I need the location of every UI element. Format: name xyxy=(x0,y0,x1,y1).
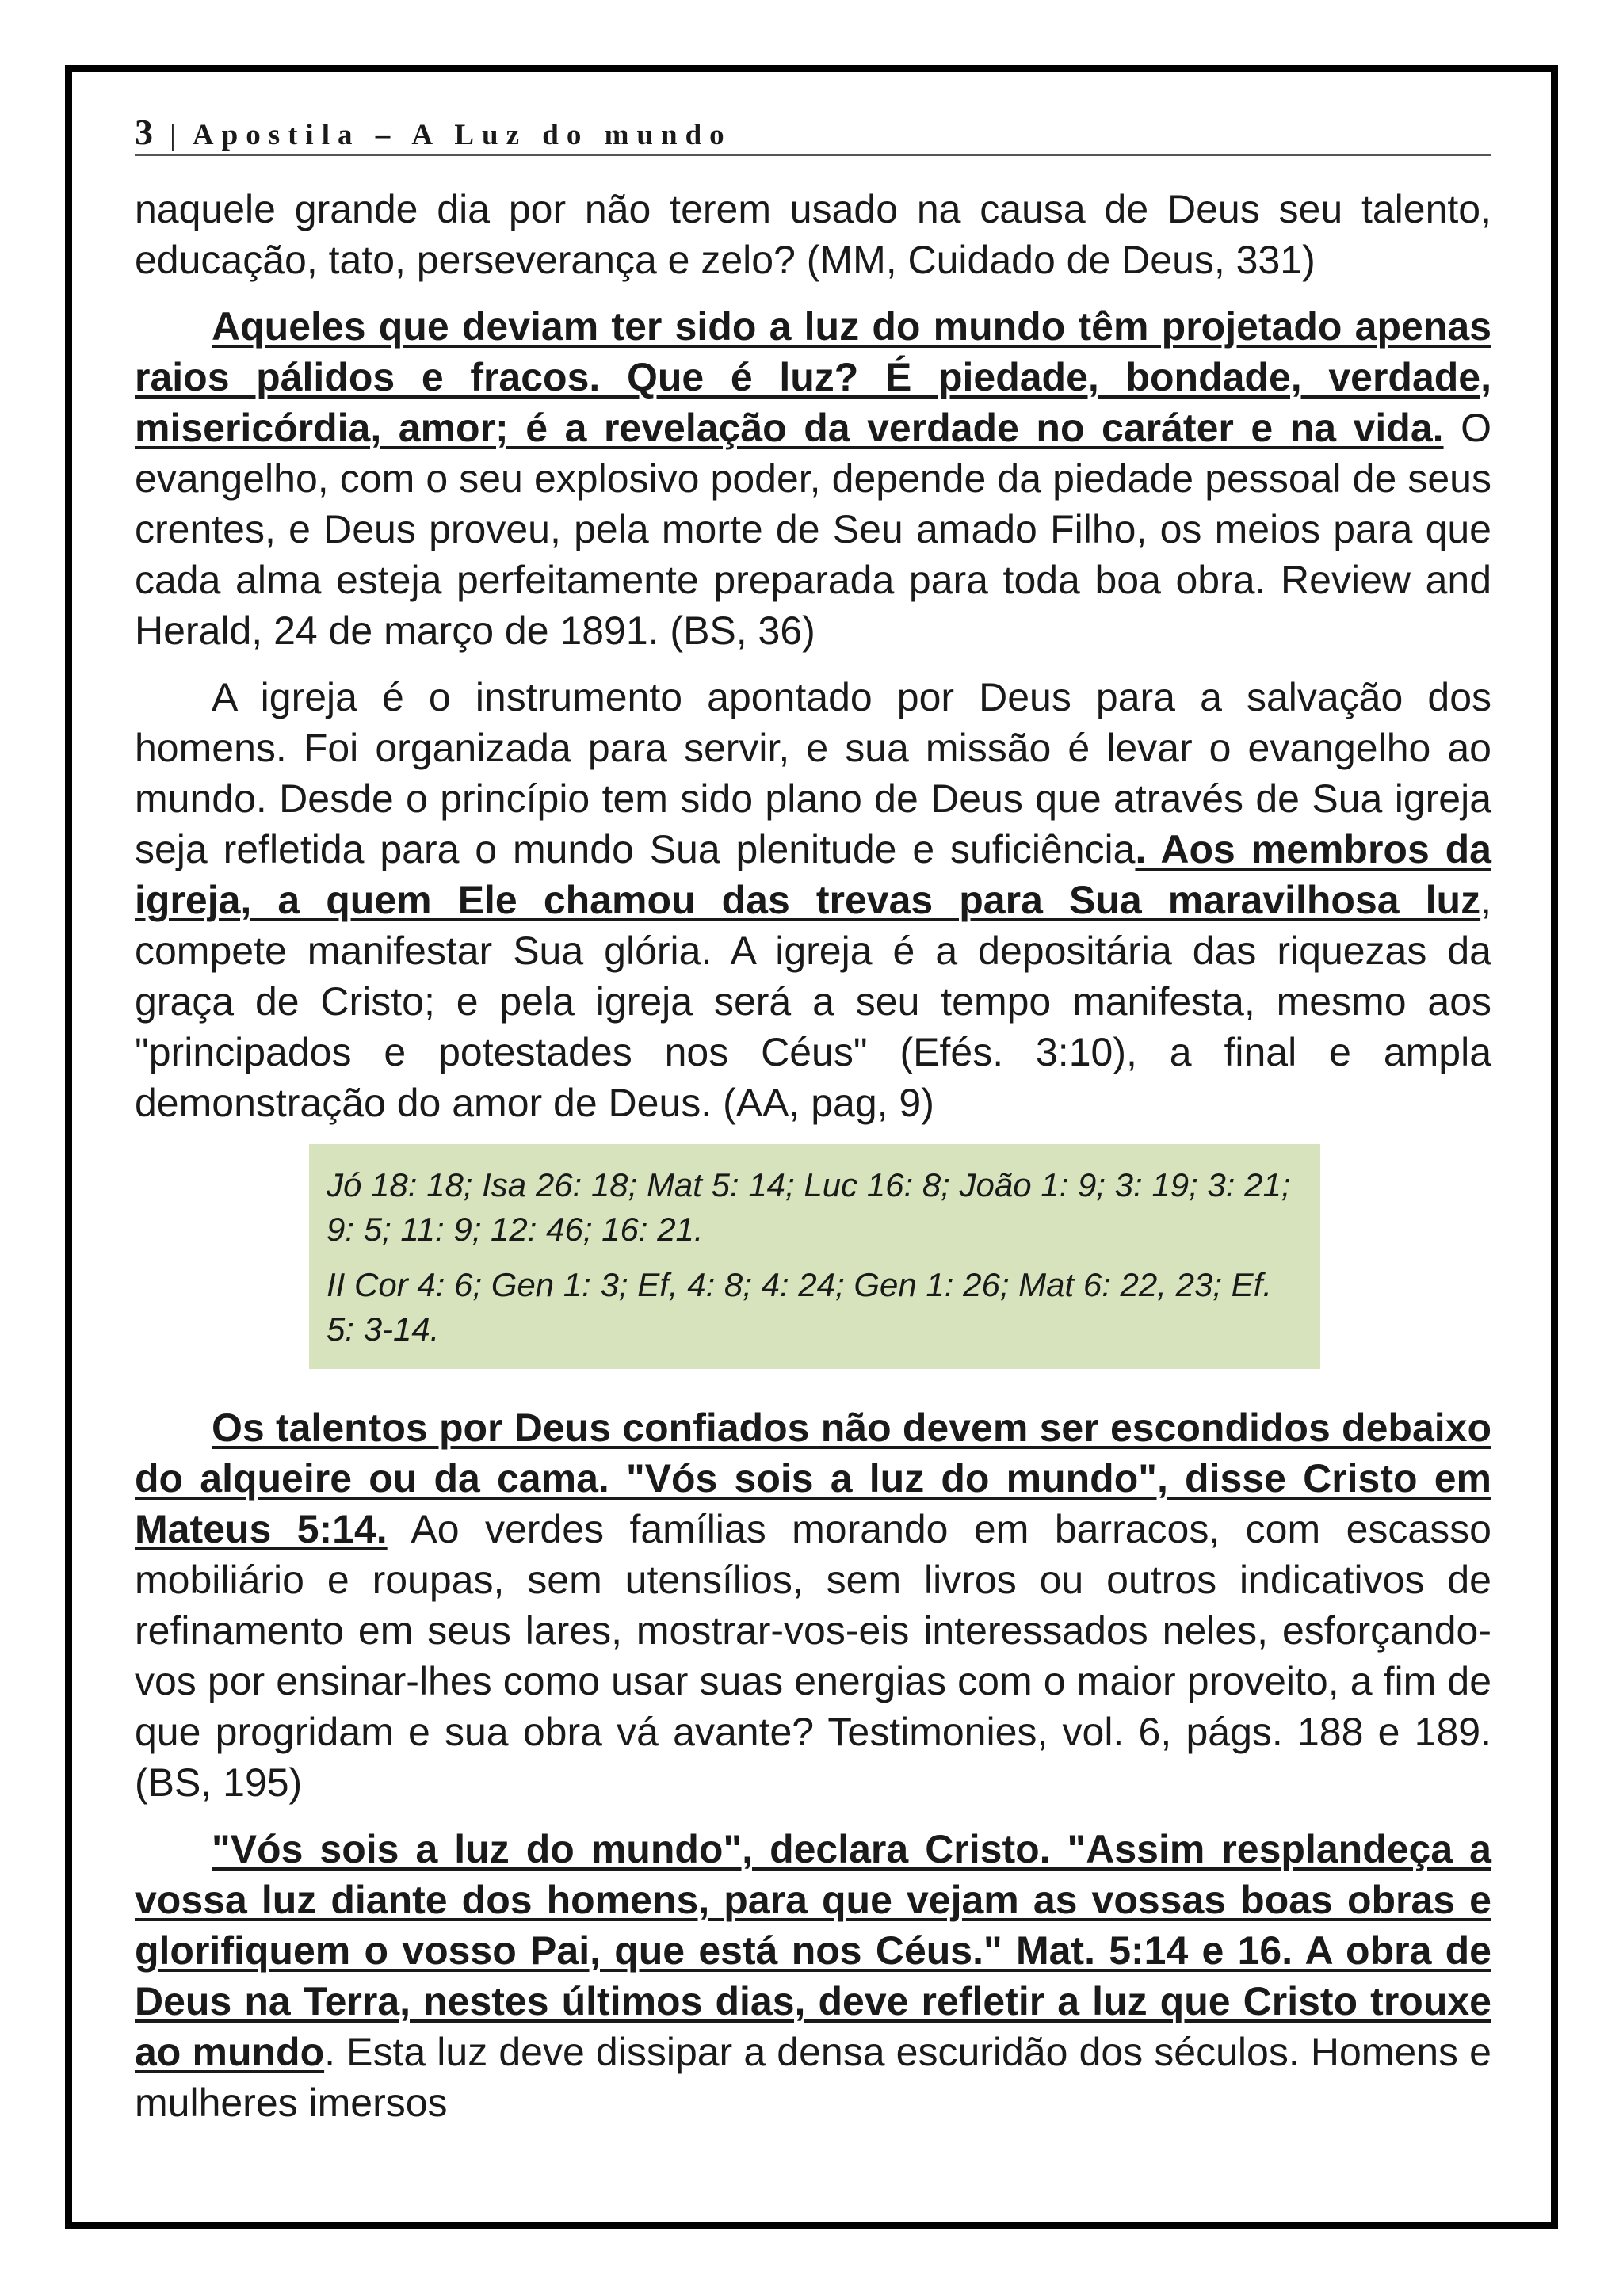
highlighted-text: Aqueles que deviam ter sido a luz do mundo têm projetado apenas raios pálidos e fracos. Que é luz? É piedade, bondade, verdade, misericórdia, amor; é a revelação da verdade no caráter e na vida. xyxy=(135,304,1491,450)
paragraph-you-are-light xyxy=(135,1824,1491,2128)
highlighted-text: . Aos membros da igreja, a quem Ele chamou das trevas para Sua maravilhosa luz xyxy=(135,827,1491,922)
paragraph-continuation xyxy=(135,184,1491,285)
highlighted-text: Os talentos por Deus confiados não devem ser escondidos debaixo do alqueire ou da cama. "Vós sois a luz do mundo", disse Cristo em Mateus 5:14. xyxy=(135,1405,1491,1551)
page-number: 3 xyxy=(135,112,155,152)
header-separator: | xyxy=(170,119,179,151)
paragraph-text-end: , compete manifestar Sua glória. A igreja é a depositária das riquezas da graça de Cristo; e pela igreja será a seu tempo manifesta, mesmo aos "principados e potestades nos Céus" (Efés. 3:10), a final e ampla demonstração do amor de Deus. (AA, pag, 9) xyxy=(135,878,1491,1125)
paragraph-talents xyxy=(135,1402,1491,1808)
paragraph-church-instrument xyxy=(135,672,1491,1128)
paragraph-text: . Esta luz deve dissipar a densa escuridão dos séculos. Homens e mulheres imersos xyxy=(135,2030,1491,2125)
paragraph-text: naquele grande dia por não terem usado na causa de Deus seu talento, educação, tato, perseverança e zelo? (MM, Cuidado de Deus, 331) xyxy=(135,187,1491,282)
paragraph-light-of-world xyxy=(135,301,1491,656)
paragraph-text: Ao verdes famílias morando em barracos, com escasso mobiliário e roupas, sem utensílios, sem livros ou outros indicativos de refinamento em seus lares, mostrar-vos-eis interessados neles, esforçando-vos por ensinar-lhes como usar suas energias com o maior proveito, a fim de que progridam e sua obra vá avante? Testimonies, vol. 6, págs. 188 e 189. (BS, 195) xyxy=(135,1507,1491,1805)
bible-references-box xyxy=(309,1144,1320,1369)
page-header xyxy=(135,111,1491,156)
document-title: Apostila – A Luz do mundo xyxy=(192,119,732,151)
paragraph-text: O evangelho, com o seu explosivo poder, depende da piedade pessoal de seus crentes, e Deus proveu, pela morte de Seu amado Filho, os meios para que cada alma esteja perfeitamente preparada para toda boa obra. Review and Herald, 24 de março de 1891. (BS, 36) xyxy=(135,406,1491,653)
references-line-2: II Cor 4: 6; Gen 1: 3; Ef, 4: 8; 4: 24; Gen 1: 26; Mat 6: 22, 23; Ef. 5: 3-14. xyxy=(327,1266,1273,1348)
references-line-1: Jó 18: 18; Isa 26: 18; Mat 5: 14; Luc 16: 8; João 1: 9; 3: 19; 3: 21; 9: 5; 11: 9; 12: 46; 16: 21. xyxy=(327,1166,1291,1248)
paragraph-text: A igreja é o instrumento apontado por Deus para a salvação dos homens. Foi organizada para servir, e sua missão é levar o evangelho ao mundo. Desde o princípio tem sido plano de Deus que através de Sua igreja seja refletida para o mundo Sua plenitude e suficiência xyxy=(135,675,1491,871)
highlighted-text: "Vós sois a luz do mundo", declara Cristo. "Assim resplandeça a vossa luz diante dos homens, para que vejam as vossas boas obras e glorifiquem o vosso Pai, que está nos Céus." Mat. 5:14 e 16. A obra de Deus na Terra, nestes últimos dias, deve refletir a luz que Cristo trouxe ao mundo xyxy=(135,1827,1491,2074)
document-body xyxy=(135,184,1491,2144)
